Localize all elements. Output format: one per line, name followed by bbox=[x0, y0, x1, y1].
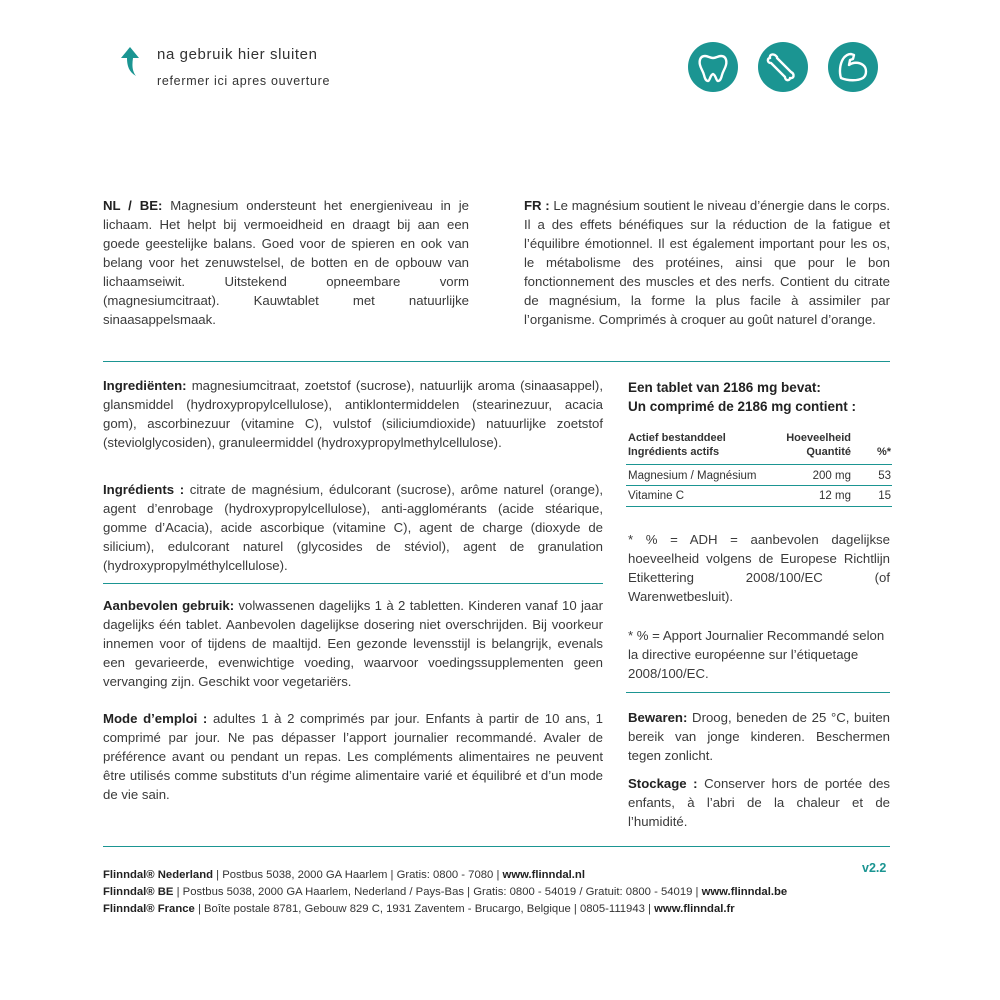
usage-nl-label: Aanbevolen gebruik: bbox=[103, 598, 235, 613]
storage-fr-text: Conserver hors de portée des enfants, à l’abri de la chaleur et de l’humidité. bbox=[628, 776, 890, 829]
usage-nl-text: volwassenen dagelijks 1 à 2 tabletten. Kinderen vanaf 10 jaar dagelijks één tablet. Aanbevolen dagelijkse dosering niet overschrijden. Bij voorkeur innemen voor of tijdens de maaltijd. Een gezonde levensstijl is belangrijk, evenals een gevarieerde, evenwichtige voeding, waarvoor voedingssupplementen geen vervanging zijn. Geschikt voor vegetariërs. bbox=[103, 598, 603, 689]
table-rule bbox=[626, 464, 892, 465]
divider bbox=[626, 692, 890, 693]
col-ingredient-fr: Ingrédients actifs bbox=[628, 446, 720, 458]
close-arrow-icon bbox=[118, 46, 144, 78]
ingredients-nl bbox=[103, 376, 603, 452]
col-quantity-nl: Hoeveelheid bbox=[786, 432, 851, 444]
footer-text-be: | Postbus 5038, 2000 GA Haarlem, Nederland / Pays-Bas | Gratis: 0800 - 54019 / Gratuit: 0800 - 54019 | bbox=[173, 886, 702, 898]
usage-fr-text: adultes 1 à 2 comprimés par jour. Enfants à partir de 10 ans, 1 comprimé par jour. Ne pas dépasser l’apport journalier recommandé. Avaler de préférence avant ou pendant un repas. Les compléments alimentaires ne peuvent être utilisés comme substituts d’un régime alimentaire varié et équilibré et d’un mode de vie sain. bbox=[103, 711, 603, 802]
table-title-fr: Un comprimé de 2186 mg contient : bbox=[628, 399, 857, 414]
intro-nl-label: NL / BE: bbox=[103, 198, 163, 213]
usage-fr bbox=[103, 709, 603, 804]
table-rule bbox=[626, 485, 892, 486]
footer-brand-be: Flinndal® BE bbox=[103, 886, 174, 898]
footer-line-nl bbox=[103, 869, 585, 881]
ingredients-nl-text: magnesiumcitraat, zoetstof (sucrose), natuurlijk aroma (sinaasappel), glansmiddel (hydroxypropylcellulose), antiklontermiddelen (stearinezuur, acacia gom), ascorbinezuur (vitamine C), vulstof (siliciumdioxide) natuurlijke zoetstof (steviolglycosiden), granuleermiddel (hydroxypropylmethylcellulose). bbox=[103, 378, 603, 450]
table-row-qty: 12 mg bbox=[819, 490, 851, 502]
col-quantity-fr: Quantité bbox=[806, 446, 851, 458]
divider bbox=[103, 361, 890, 362]
close-instruction-nl: na gebruik hier sluiten bbox=[157, 46, 318, 63]
intro-fr bbox=[524, 196, 890, 329]
table-row-name: Vitamine C bbox=[628, 490, 685, 502]
footer-text-nl: | Postbus 5038, 2000 GA Haarlem | Gratis: 0800 - 7080 | bbox=[213, 869, 503, 881]
intro-fr-label: FR : bbox=[524, 198, 550, 213]
divider bbox=[103, 846, 890, 847]
storage-nl bbox=[628, 708, 890, 765]
table-row-pct: 15 bbox=[878, 490, 891, 502]
storage-nl-label: Bewaren: bbox=[628, 710, 688, 725]
footer-link-nl[interactable]: www.flinndal.nl bbox=[502, 869, 585, 881]
ingredients-fr-label: Ingrédients : bbox=[103, 482, 185, 497]
usage-nl bbox=[103, 596, 603, 691]
close-instruction-fr: refermer ici apres ouverture bbox=[157, 74, 331, 88]
table-title-nl: Een tablet van 2186 mg bevat: bbox=[628, 380, 821, 395]
tooth-badge bbox=[688, 42, 738, 92]
note-adh-nl: * % = ADH = aanbevolen dagelijkse hoeveelheid volgens de Europese Richtlijn Etikettering 2008/100/EC (of Warenwetbesluit). bbox=[628, 532, 890, 604]
ingredients-fr bbox=[103, 480, 603, 575]
table-row-pct: 53 bbox=[878, 470, 891, 482]
col-percent-header: %* bbox=[876, 446, 891, 458]
storage-nl-text: Droog, beneden de 25 °C, buiten bereik van jonge kinderen. Beschermen tegen zonlicht. bbox=[628, 710, 890, 763]
tooth-icon bbox=[688, 42, 738, 92]
usage-fr-label: Mode d’emploi : bbox=[103, 711, 208, 726]
table-row-name: Magnesium / Magnésium bbox=[628, 470, 757, 482]
col-quantity-header bbox=[750, 431, 851, 459]
ingredients-fr-text: citrate de magnésium, édulcorant (sucrose), arôme naturel (orange), agent d’enrobage (hydroxypropylcellulose), anti-agglomérants (acide stéarique, gomme d’Acacia), acide ascorbique (vitamine C), agent de charge (dioxyde de silicium), edulcorant naturel (glycosides de stéviol), agent de granulation (hydroxypropylméthylcellulose). bbox=[103, 482, 603, 573]
footer-link-be[interactable]: www.flinndal.be bbox=[701, 886, 788, 898]
table-title bbox=[628, 378, 893, 416]
footer-link-fr[interactable]: www.flinndal.fr bbox=[654, 903, 735, 915]
intro-nl bbox=[103, 196, 469, 329]
table-row-qty: 200 mg bbox=[812, 470, 851, 482]
footer-line-be bbox=[103, 886, 787, 898]
version-label: v2.2 bbox=[862, 861, 887, 875]
footer-brand-fr: Flinndal® France bbox=[103, 903, 195, 915]
col-ingredient-header bbox=[628, 431, 726, 459]
muscle-badge bbox=[828, 42, 878, 92]
table-rule bbox=[626, 506, 892, 507]
storage-fr-label: Stockage : bbox=[628, 776, 698, 791]
intro-nl-text: Magnesium ondersteunt het energieniveau in je lichaam. Het helpt bij vermoeidheid en draagt bij aan een goede geestelijke balans. Goed voor de spieren en ook van belang voor het zenuwstelsel, de botten en de opbouw van lichaamseiwit. Uitstekend opneembare vorm (magnesiumcitraat). Kauwtablet met natuurlijke sinaasappelsmaak. bbox=[103, 198, 469, 327]
ingredients-nl-label: Ingrediënten: bbox=[103, 378, 187, 393]
intro-fr-text: Le magnésium soutient le niveau d’énergie dans le corps. Il a des effets bénéfiques sur la réduction de la fatigue et l’équilibre émotionnel. Il est également important pour les os, le métabolisme des protéines, ainsi que pour le bon fonctionnement des muscles et des nerfs. Contient du citrate de magnésium, la forme la plus facile à assimiler par l’organisme. Comprimés à croquer au goût naturel d’orange. bbox=[524, 198, 890, 327]
footer-line-fr bbox=[103, 903, 735, 915]
footer-text-fr: | Boîte postale 8781, Gebouw 829 C, 1931 Zaventem - Brucargo, Belgique | 0805-111943 | bbox=[194, 903, 655, 915]
footer-brand-nl: Flinndal® Nederland bbox=[103, 869, 214, 881]
muscle-icon bbox=[828, 42, 878, 92]
bone-icon bbox=[758, 42, 808, 92]
divider bbox=[103, 583, 603, 584]
col-ingredient-nl: Actief bestanddeel bbox=[628, 432, 726, 444]
storage-fr bbox=[628, 774, 890, 831]
note-ajr-fr: * % = Apport Journalier Recommandé selon la directive européenne sur l’étiquetage 2008/100/EC. bbox=[628, 628, 885, 681]
bone-badge bbox=[758, 42, 808, 92]
